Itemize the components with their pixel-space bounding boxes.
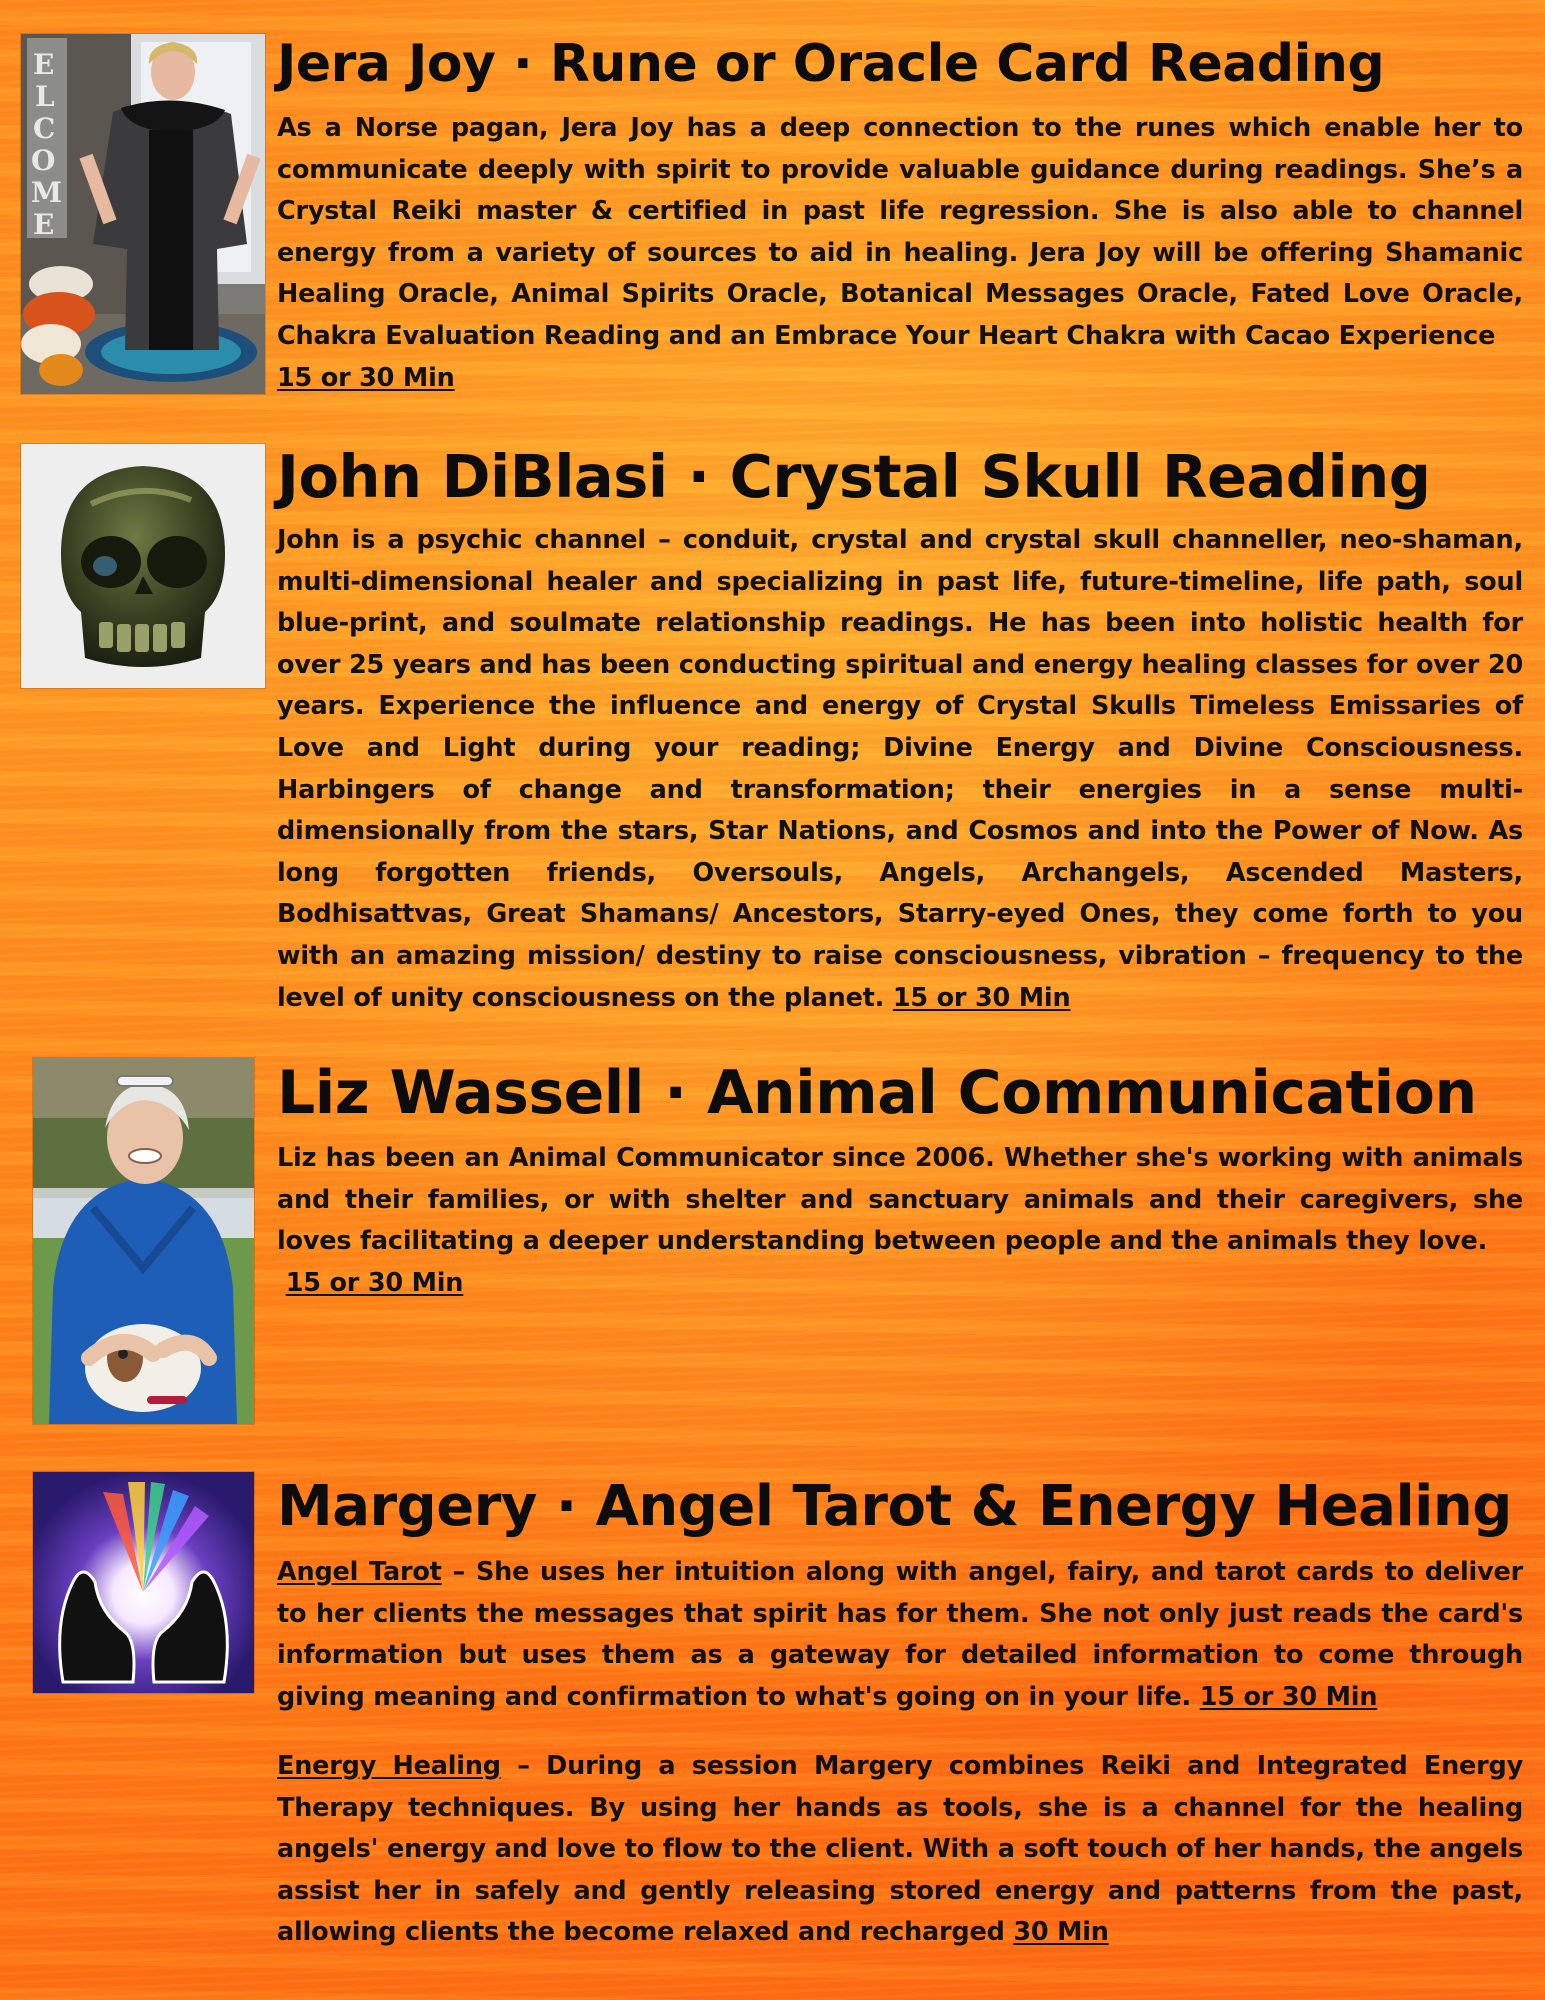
jera-joy-description bbox=[277, 108, 1523, 399]
john-diblasi-photo bbox=[21, 444, 265, 688]
liz-wassell-body-text: Liz has been an Animal Communicator since 2006. Whether she's working with animals and their families, or with shelter and sanctuary animals and their caregivers, she loves facilitating a deeper understanding between people and the animals they love. bbox=[277, 1143, 1523, 1257]
jera-joy-photo bbox=[21, 34, 265, 394]
svg-text:L: L bbox=[35, 80, 55, 113]
healing-hands-image bbox=[33, 1472, 254, 1693]
svg-text:O: O bbox=[31, 144, 56, 177]
jera-joy-photo-image bbox=[21, 34, 265, 394]
svg-text:M: M bbox=[31, 176, 62, 209]
liz-wassell-description bbox=[277, 1138, 1523, 1304]
jera-joy-title: Jera Joy · Rune or Oracle Card Reading bbox=[277, 34, 1385, 94]
liz-wassell-photo bbox=[33, 1058, 254, 1424]
angel-tarot-duration-link[interactable]: 15 or 30 Min bbox=[1199, 1681, 1378, 1712]
margery-title: Margery · Angel Tarot & Energy Healing bbox=[277, 1474, 1512, 1539]
liz-wassell-duration-link[interactable]: 15 or 30 Min bbox=[285, 1267, 464, 1298]
svg-text:E: E bbox=[33, 208, 55, 241]
svg-text:E: E bbox=[33, 48, 55, 81]
angel-tarot-body-text: – She uses her intuition along with angel, fairy, and tarot cards to deliver to her clients the messages that spirit has for them. She not only just reads the card's information but uses them as a gateway for detailed information to come through giving meaning and confirmation to what's going on in your life. bbox=[277, 1557, 1523, 1712]
margery-angel-tarot-description bbox=[277, 1552, 1523, 1718]
john-diblasi-duration-link[interactable]: 15 or 30 Min bbox=[892, 982, 1071, 1013]
jera-joy-duration-link[interactable]: 15 or 30 Min bbox=[277, 362, 455, 393]
svg-text:C: C bbox=[33, 112, 56, 145]
reader-section-margery bbox=[0, 1460, 1545, 1980]
john-diblasi-title: John DiBlasi · Crystal Skull Reading bbox=[277, 442, 1431, 511]
reader-section-liz-wassell bbox=[0, 1050, 1545, 1450]
reader-section-jera-joy bbox=[0, 0, 1545, 420]
crystal-skull-image bbox=[21, 444, 265, 688]
energy-healing-label: Energy Healing bbox=[277, 1751, 501, 1781]
angel-tarot-label: Angel Tarot bbox=[277, 1557, 442, 1587]
liz-wassell-photo-image bbox=[33, 1058, 254, 1424]
energy-healing-duration-link[interactable]: 30 Min bbox=[1013, 1917, 1109, 1948]
john-diblasi-body-text: John is a psychic channel – conduit, crystal and crystal skull channeller, neo-shaman, multi-dimensional healer and specializing in past life, future-timeline, life path, soul blue-print, and soulmate relationship readings. He has been into holistic health for over 25 years and has been conducting spiritual and energy healing classes for over 20 years. Experience the influence and energy of Crystal Skulls Timeless Emissaries of Love and Light during your reading; Divine Energy and Divine Consciousness. Harbingers of change and transformation; their energies in a sense multi-dimensionally from the stars, Star Nations, and Cosmos and into the Power of Now. As long forgotten friends, Oversouls, Angels, Archangels, Ascended Masters, Bodhisattvas, Great Shamans/ Ancestors, Starry-eyed Ones, they come forth to you with an amazing mission/ destiny to raise consciousness, vibration – frequency to the level of unity consciousness on the planet. bbox=[277, 525, 1523, 1013]
energy-healing-body-text: – During a session Margery combines Reiki and Integrated Energy Therapy techniques. By using her hands as tools, she is a channel for the healing angels' energy and love to flow to the client. With a soft touch of her hands, the angels assist her in safely and gently releasing stored energy and patterns from the past, allowing clients the become relaxed and recharged bbox=[277, 1751, 1524, 1948]
margery-photo bbox=[33, 1472, 254, 1693]
jera-joy-body-text: As a Norse pagan, Jera Joy has a deep connection to the runes which enable her to communicate deeply with spirit to provide valuable guidance during readings. She’s a Crystal Reiki master & certified in past life regression. She is also able to channel energy from a variety of sources to aid in healing. Jera Joy will be offering Shamanic Healing Oracle, Animal Spirits Oracle, Botanical Messages Oracle, Fated Love Oracle, Chakra Evaluation Reading and an Embrace Your Heart Chakra with Cacao Experience bbox=[277, 113, 1523, 351]
margery-energy-healing-description bbox=[277, 1746, 1523, 1954]
liz-wassell-title: Liz Wassell · Animal Communication bbox=[277, 1058, 1477, 1128]
reader-section-john-diblasi bbox=[0, 430, 1545, 1040]
john-diblasi-description bbox=[277, 520, 1523, 1019]
